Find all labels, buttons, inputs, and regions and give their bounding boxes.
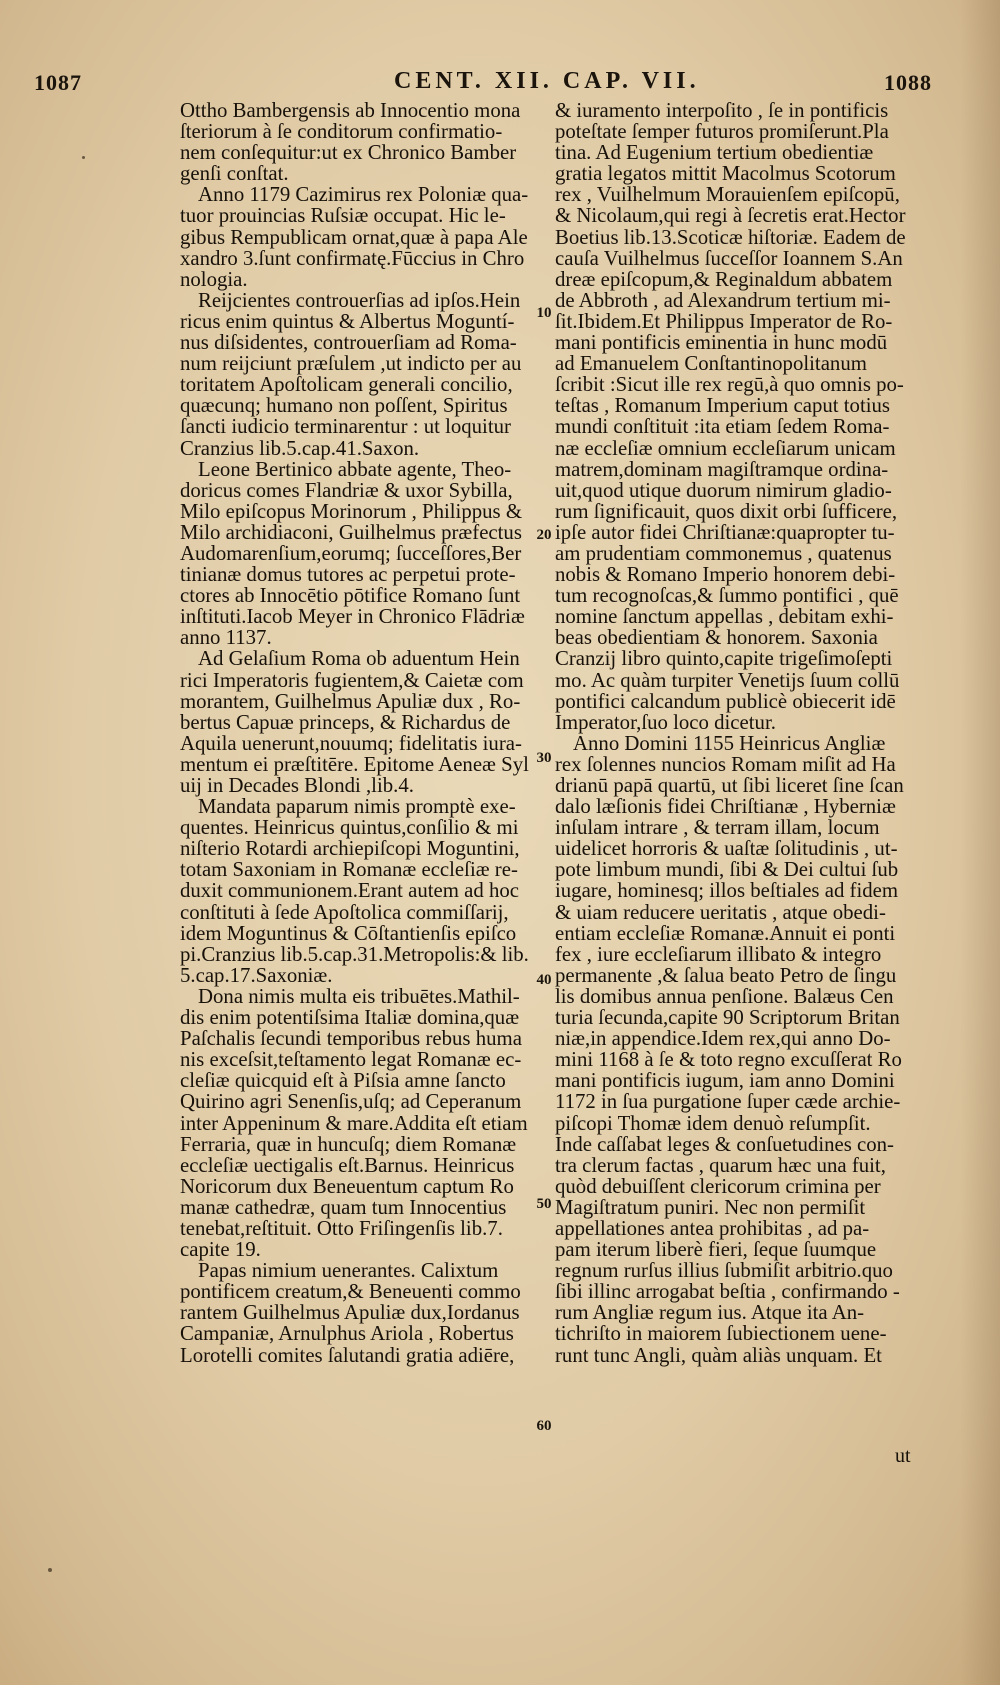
- text-line: Inde caſſabat leges & conſuetudines con-: [555, 1132, 894, 1156]
- text-line: Magiſtratum puniri. Nec non permiſit: [555, 1195, 866, 1219]
- text-line: næ eccleſiæ omnium eccleſiarum unicam: [555, 436, 896, 460]
- text-line: ſit.Ibidem.Et Philippus Imperator de Ro-: [555, 309, 893, 333]
- text-line: eccleſiæ uectigalis eſt.Barnus. Heinricus: [180, 1153, 515, 1177]
- text-line: cauſa Vuilhelmus ſucceſſor Ioannem S.An: [555, 246, 903, 270]
- text-line: pam iterum liberè fieri, ſeque ſuumque: [555, 1238, 877, 1262]
- text-line: niæ,in appendice.Idem rex,qui anno Do-: [555, 1027, 891, 1051]
- text-line: nobis & Romano Imperio honorem debi-: [555, 563, 896, 587]
- left-column: [180, 99, 529, 1367]
- text-line: nologia.: [180, 267, 248, 291]
- text-line: mani pontificis iugum, iam anno Domini: [555, 1069, 895, 1093]
- text-line: totam Saxoniam in Romanæ eccleſiæ re-: [180, 858, 518, 882]
- text-line: dalo læſionis fidei Chriſtianæ , Hyberniæ: [555, 795, 896, 819]
- text-line: pote limbum mundi, ſibi & Dei cultui ſub: [555, 858, 899, 882]
- text-line: rex ſolennes nuncios Romam miſit ad Ha: [555, 752, 896, 776]
- ink-speck: [82, 156, 85, 159]
- text-line: ſancti iudicio terminarentur : ut loquitur: [180, 415, 511, 439]
- text-line: mini 1168 à ſe & toto regno excuſſerat Ro: [555, 1048, 902, 1072]
- text-line: Boetius lib.13.Scoticæ hiſtoriæ. Eadem de: [555, 225, 906, 249]
- text-line: Ad Gelaſium Roma ob aduentum Hein: [198, 647, 520, 671]
- text-line: Noricorum dux Beneuentum captum Ro: [180, 1174, 514, 1198]
- text-line: piſcopi Thomæ idem denuò reſumpſit.: [555, 1111, 871, 1135]
- text-line: quentes. Heinricus quintus,conſilio & mi: [180, 816, 519, 840]
- text-line: fex , iure eccleſiarum illibato & integro: [555, 942, 882, 966]
- text-line: beas obedientiam & honorem. Saxonia: [555, 626, 878, 650]
- text-line: teſtas , Romanum Imperium caput totius: [555, 394, 891, 418]
- text-line: inſulam intrare , & terram illam, locum: [555, 816, 880, 840]
- text-line: Leone Bertinico abbate agente, Theo-: [198, 457, 512, 481]
- text-line: gibus Rempublicam ornat,quæ à papa Ale: [180, 225, 528, 249]
- text-line: Papas nimium uenerantes. Calixtum: [198, 1259, 499, 1283]
- text-line: ſcribit :Sicut ille rex regū,à quo omnis po-: [555, 373, 904, 397]
- text-line: permanente ,& ſalua beato Petro de ſingu: [555, 963, 897, 987]
- text-line: ricus enim quintus & Albertus Moguntí-: [180, 309, 515, 333]
- text-line: manæ cathedræ, quam tum Innocentius: [180, 1195, 507, 1219]
- text-line: turia ſecunda,capite 90 Scriptorum Britan: [555, 1006, 900, 1030]
- text-line: conſtituti à ſede Apoſtolica commiſſarij,: [180, 900, 509, 924]
- text-line: xandro 3.ſunt confirmatę.Fūccius in Chro: [180, 246, 525, 270]
- text-line: Audomarenſium,eorumq; ſucceſſores,Ber: [180, 541, 522, 565]
- text-line: rum ſignificauit, quos dixit orbi ſufficere,: [555, 499, 898, 523]
- text-line: entiam eccleſiæ Romanæ.Annuit ei ponti: [555, 921, 896, 945]
- text-line: Mandata paparum nimis promptè exe-: [198, 795, 516, 819]
- text-line: mo. Ac quàm turpiter Venetijs ſuum collū: [555, 668, 900, 692]
- text-line: Lorotelli comites ſalutandi gratia adiēre,: [180, 1343, 515, 1367]
- margin-line-number: 60: [536, 1418, 552, 1434]
- text-line: mentum ei præſtitēre. Epitome Aeneæ Syl: [180, 752, 529, 776]
- text-line: Milo epiſcopus Morinorum , Philippus &: [180, 499, 523, 523]
- text-line: rantem Guilhelmus Apuliæ dux,Iordanus: [180, 1301, 520, 1325]
- text-line: num reijciunt præſulem ,ut indicto per au: [180, 352, 522, 376]
- text-line: Dona nimis multa eis tribuētes.Mathil-: [198, 984, 520, 1008]
- text-line: uidelicet horroris & uaſtæ ſolitudinis , ut-: [555, 837, 898, 861]
- text-line: tuor prouincias Ruſsiæ occupat. Hic le-: [180, 204, 506, 228]
- text-line: tum recognoſcas,& ſummo pontifici , quē: [555, 584, 899, 608]
- text-line: am prudentiam commonemus , quatenus: [555, 541, 892, 565]
- margin-line-number: 30: [536, 750, 552, 766]
- text-line: mani pontificis eminentia in hunc modū: [555, 331, 888, 355]
- page-number-right: 1088: [884, 70, 932, 95]
- text-line: Campaniæ, Arnulphus Ariola , Robertus: [180, 1322, 514, 1346]
- text-line: doricus comes Flandriæ & uxor Sybilla,: [180, 478, 513, 502]
- text-line: lis domibus annua penſione. Balæus Cen: [555, 984, 894, 1008]
- margin-line-number: 20: [536, 527, 552, 543]
- text-line: tina. Ad Eugenium tertium obedientiæ: [555, 141, 874, 165]
- text-line: morantem, Guilhelmus Apuliæ dux , Ro-: [180, 689, 521, 713]
- text-line: de Abbroth , ad Alexandrum tertium mi-: [555, 288, 891, 312]
- text-line: Anno 1179 Cazimirus rex Poloniæ qua-: [198, 183, 529, 207]
- margin-line-number: 10: [536, 305, 552, 321]
- text-line: tichriſto in maiorem ſubiectionem uene-: [555, 1322, 887, 1346]
- text-line: & uiam reducere ueritatis , atque obedi-: [555, 900, 886, 924]
- text-line: toritatem Apoſtolicam generali concilio,: [180, 373, 513, 397]
- text-line: nus diſsidentes, controuerſiam ad Roma-: [180, 331, 517, 355]
- text-line: tenebat,reſtituit. Otto Friſingenſis lib.7.: [180, 1216, 503, 1240]
- text-line: poteſtate ſemper futuros promiſerunt.Pla: [555, 120, 889, 144]
- text-line: duxit communionem.Erant autem ad hoc: [180, 879, 520, 903]
- text-line: ſteriorum à ſe conditorum confirmatio-: [180, 120, 503, 144]
- right-column: [555, 100, 935, 1366]
- page-header: [34, 68, 932, 102]
- text-line: gratia legatos mittit Macolmus Scotorum: [555, 162, 896, 186]
- text-line: ctores ab Innocētio pōtifice Romano ſunt: [180, 584, 521, 608]
- text-line: Milo archidiaconi, Guilhelmus præfectus: [180, 520, 522, 544]
- text-line: uit,quod utique duorum nimirum gladio-: [555, 478, 892, 502]
- text-line: pontifici calcandum publicè obiecerit idē: [555, 689, 896, 713]
- text-line: tra clerum factas , quarum hæc una fuit,: [555, 1153, 886, 1177]
- running-head: CENT. XII. CAP. VII.: [394, 68, 700, 94]
- text-line: regnum rurſus illius ſubmiſit arbitrio.quo: [555, 1259, 893, 1283]
- text-line: runt tunc Angli, quàm aliàs unquam. Et: [555, 1343, 882, 1367]
- text-line: cleſiæ quicquid eſt à Piſsia amne ſancto: [180, 1069, 506, 1093]
- text-line: dis enim potentiſsima Italiæ domina,quæ: [180, 1006, 520, 1030]
- text-line: Reijcientes controuerſias ad ipſos.Hein: [198, 288, 521, 312]
- ink-speck: [48, 1568, 52, 1572]
- text-line: anno 1137.: [180, 626, 272, 650]
- text-line: ipſe autor fidei Chriſtianæ:quapropter tu-: [555, 520, 895, 544]
- text-line: nis exceſsit,teſtamento legat Romanæ ec-: [180, 1048, 522, 1072]
- text-line: drianū papā quartū, ut ſibi liceret ſine ſcan: [555, 774, 904, 797]
- text-line: genſi conſtat.: [180, 162, 289, 186]
- text-line: pontificem creatum,& Beneuenti commo: [180, 1280, 521, 1304]
- text-line: Ottho Bambergensis ab Innocentio mona: [180, 99, 521, 122]
- text-line: nomine ſanctum appellas , debitam exhi-: [555, 605, 894, 629]
- text-line: idem Moguntinus & Cōſtantienſis epiſco: [180, 921, 517, 945]
- text-line: dreæ epiſcopum,& Reginaldum abbatem: [555, 267, 893, 291]
- text-line: nem conſequitur:ut ex Chronico Bamber: [180, 141, 517, 165]
- text-line: bertus Capuæ princeps, & Richardus de: [180, 710, 511, 734]
- margin-line-number: 40: [536, 972, 552, 988]
- text-line: inſtituti.Iacob Meyer in Chronico Flādriæ: [180, 605, 525, 629]
- text-line: uij in Decades Blondi ,lib.4.: [180, 774, 414, 797]
- text-line: Quirino agri Senenſis,uſq; ad Ceperanum: [180, 1090, 522, 1114]
- text-line: rici Imperatoris fugientem,& Caietæ com: [180, 668, 524, 692]
- text-line: Paſchalis ſecundi temporibus rebus huma: [180, 1027, 522, 1051]
- text-line: & Nicolaum,qui regi à ſecretis erat.Hector: [555, 204, 906, 228]
- text-line: rum Angliæ regum ius. Atque ita An-: [555, 1301, 865, 1325]
- text-line: tinianæ domus tutores ac perpetui prote-: [180, 563, 516, 587]
- text-line: Imperator,ſuo loco dicetur.: [555, 710, 776, 734]
- text-line: & iuramento interpoſito , ſe in pontificis: [555, 99, 889, 122]
- text-line: Ferraria, quæ in huncuſq; diem Romanæ: [180, 1132, 517, 1156]
- page-fold-shadow: [960, 0, 1000, 1685]
- text-line: iugare, hominesq; illos beſtiales ad fidem: [555, 879, 899, 903]
- text-line: Cranzij libro quinto,capite trigeſimoſepti: [555, 647, 893, 671]
- text-line: quòd debuiſſent clericorum crimina per: [555, 1174, 881, 1198]
- text-line: ſibi illinc arrogabat beſtia , confirmando -: [555, 1280, 900, 1304]
- text-line: Aquila uenerunt,nouumq; fidelitatis iura-: [180, 731, 522, 755]
- text-line: inter Appeninum & mare.Addita eſt etiam: [180, 1111, 528, 1135]
- text-line: matrem,dominam magiſtramque ordina-: [555, 457, 889, 481]
- text-line: 1172 in ſua purgatione ſuper cæde archie-: [555, 1090, 901, 1114]
- text-line: rex , Vuilhelmum Morauienſem epiſcopū,: [555, 183, 900, 207]
- page-number-left: 1087: [34, 70, 82, 95]
- text-line: 5.cap.17.Saxoniæ.: [180, 963, 333, 987]
- catchword: ut: [895, 1445, 911, 1467]
- text-line: mundi conſtituit :ita etiam ſedem Roma-: [555, 415, 890, 439]
- text-line: quæcunq; humano non poſſent, Spiritus: [180, 394, 508, 418]
- text-line: capite 19.: [180, 1238, 261, 1262]
- text-line: ad Emanuelem Conſtantinopolitanum: [555, 352, 867, 376]
- text-line: Cranzius lib.5.cap.41.Saxon.: [180, 436, 420, 460]
- text-line: appellationes antea prohibitas , ad pa-: [555, 1216, 870, 1240]
- margin-line-number: 50: [536, 1196, 552, 1212]
- text-line: Anno Domini 1155 Heinricus Angliæ: [573, 731, 886, 755]
- text-line: pi.Cranzius lib.5.cap.31.Metropolis:& lib.: [180, 942, 529, 966]
- text-line: niſterio Rotardi archiepiſcopi Moguntini,: [180, 837, 520, 861]
